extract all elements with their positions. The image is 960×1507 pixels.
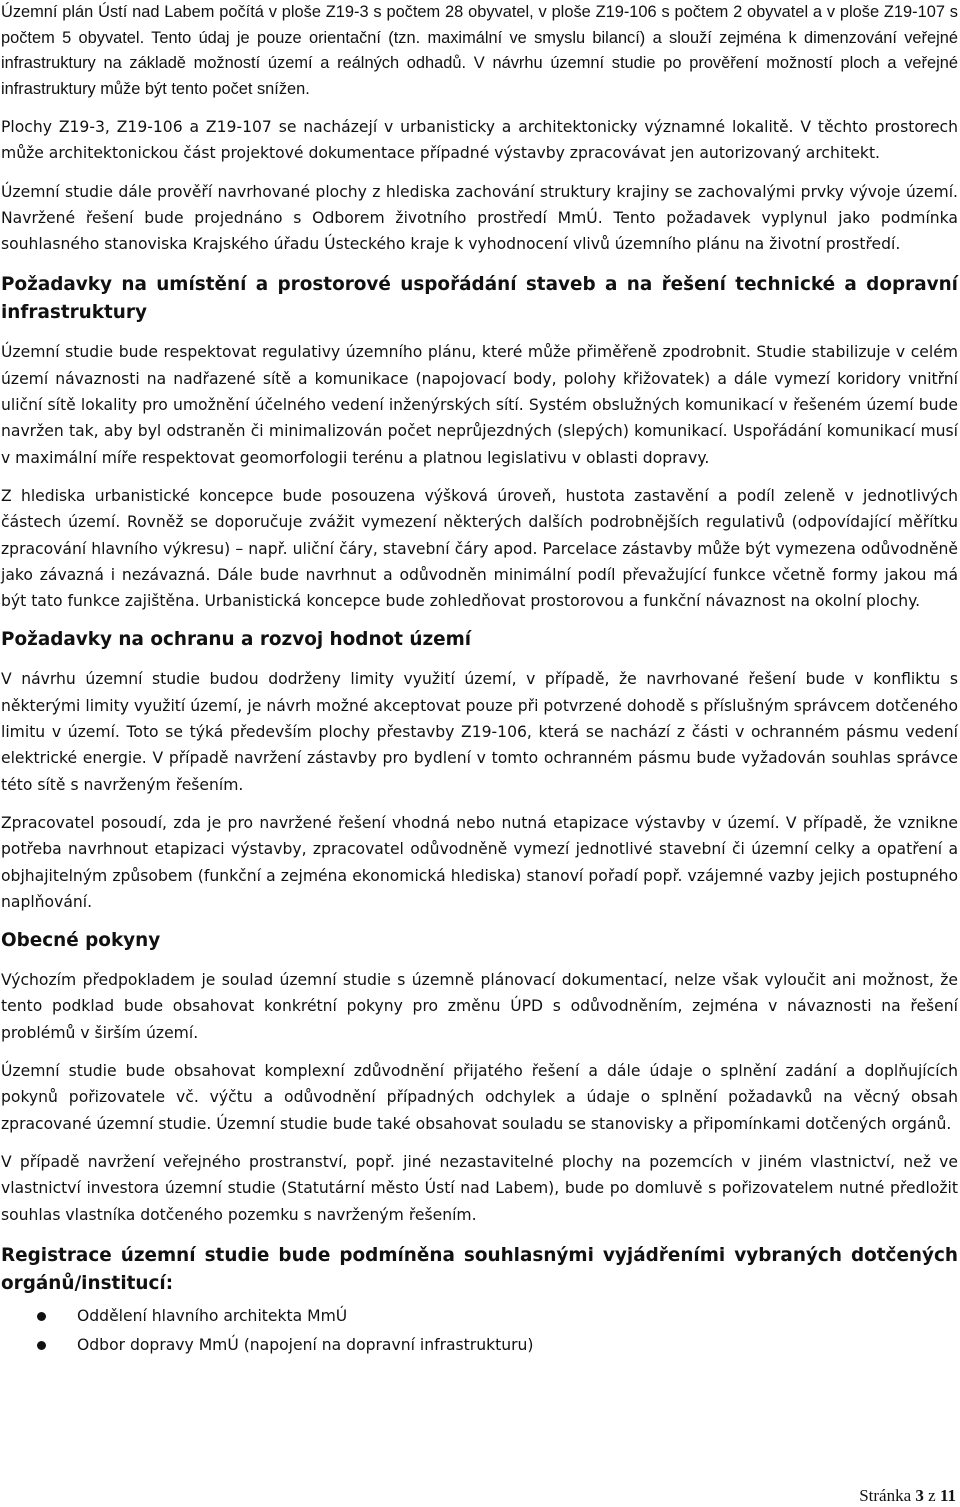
protection-paragraph-2: Zpracovatel posoudí, zda je pro navržené řešení vhodná nebo nutná etapizace výstavby v území. V případě, že vznikne potřeba navrhnout etapizaci výstavby, zpracovatel odůvodněně vymezí jednotlivé stavební či územní celky a opatření a objhajitelným způsobem (funkční a zejména ekonomická hlediska) stanoví pořadí popř. vzájemné vazby jejich postupného naplňování. [1, 813, 958, 911]
general-paragraph-2: Územní studie bude obsahovat komplexní zdůvodnění přijatého řešení a dále údaje o splnění zadání a doplňujících pokynů pořizovatele vč. výčtu a odůvodnění případných odchylek a údaje o splnění požadavků na věcný obsah zpracované územní studie. Územní studie bude také obsahovat souladu se stanovisky a připomínkami dotčených orgánů. [1, 1062, 958, 1133]
section-heading-general: Obecné pokyny [1, 930, 161, 952]
protection-paragraph-1: V návrhu územní studie budou dodrženy limity využití území, v případě, že navrhované řešení bude v konfliktu s některými limity využití území, je návrh možné akceptovat pouze při potvrzené dohodě s příslušným správcem dotčeného limitu v území. Toto se týká především plochy přestavby Z19-106, která se nachází z části v ochranném pásmu vedení elektrické energie. V případě navržení zástavby pro bydlení v tomto ochranném pásmu bude vyžadován souhlas správce této sítě s navrženým řešením. [1, 670, 958, 794]
list-item [77, 1302, 958, 1331]
section-heading-protection: Požadavky na ochranu a rozvoj hodnot území [1, 629, 472, 651]
page-footer [859, 1486, 956, 1506]
section-heading-registration: Registrace územní studie bude podmíněna souhlasnými vyjádřeními vybraných dotčených orgánů/institucí: [1, 1244, 958, 1294]
page-label: Stránka [859, 1486, 912, 1505]
bullet-icon [37, 1341, 46, 1350]
general-paragraph-1: Výchozím předpokladem je soulad územní studie s územně plánovací dokumentací, nelze však vyloučit ani možnost, že tento podklad bude obsahovat konkrétní pokyny pro změnu ÚPD s odůvodněním, zejména v návaznosti na řešení problémů v širším území. [1, 971, 958, 1042]
list-item-text: Oddělení hlavního architekta MmÚ [77, 1306, 348, 1325]
list-item-text: Odbor dopravy MmÚ (napojení na dopravní infrastrukturu) [77, 1335, 534, 1354]
general-paragraph-3: V případě navržení veřejného prostranství, popř. jiné nezastavitelné plochy na pozemcích v jiném vlastnictví, než ve vlastnictví investora územní studie (Statutární město Ústí nad Labem), bude po domluvě s pořizovatelem nutné předložit souhlas vlastníka dotčeného pozemku s navrženým řešením. [1, 1152, 958, 1224]
placement-paragraph-1: Územní studie bude respektovat regulativy územního plánu, které může přiměřeně zpodrobnit. Studie stabilizuje v celém území návaznosti na nadřazené sítě a komunikace (napojovací body, polohy křižovatek) a dále vymezí koridory vnitřní uliční sítě lokality pro umožnění účelného vedení inženýrských sítí. Systém obslužných komunikací v řešeném území bude navržen tak, aby byl odstraněn či minimalizován počet neprůjezdných (slepých) komunikací. Uspořádání komunikací musí v maximální míře respektovat geomorfologii terénu a platnou legislativu v oblasti dopravy. [1, 343, 958, 467]
page-of-label: z [928, 1486, 936, 1505]
bullet-icon [37, 1312, 46, 1321]
registration-list [1, 1302, 958, 1360]
intro-paragraph-1: Územní plán Ústí nad Labem počítá v ploše Z19-3 s počtem 28 obyvatel, v ploše Z19-106 s počtem 2 obyvatel a v ploše Z19-107 s počtem 5 obyvatel. Tento údaj je pouze orientační (tzn. maximální ve smyslu bilancí) a slouží zejména k dimenzování veřejné infrastruktury na základě možností území a reálných odhadů. V návrhu územní studie po prověření možností ploch a veřejné infrastruktury může být tento počet snížen. [1, 3, 958, 98]
intro-paragraph-3: Územní studie dále prověří navrhované plochy z hlediska zachování struktury krajiny se zachovalými prvky vývoje území. Navržené řešení bude projednáno s Odborem životního prostředí MmÚ. Tento požadavek vyplynul jako podmínka souhlasného stanoviska Krajského úřadu Ústeckého kraje k vyhodnocení vlivů územního plánu na životní prostředí. [1, 182, 958, 254]
current-page-number: 3 [915, 1486, 924, 1505]
total-pages-number: 11 [939, 1486, 956, 1505]
section-heading-placement: Požadavky na umístění a prostorové uspořádání staveb a na řešení technické a dopravní infrastruktury [1, 274, 958, 324]
placement-paragraph-2: Z hlediska urbanistické koncepce bude posouzena výšková úroveň, hustota zastavění a podíl zeleně v jednotlivých částech území. Rovněž se doporučuje zvážit vymezení některých dalších podrobnějších regulativů (odpovídající měřítku zpracování hlavního výkresu) – např. uliční čáry, stavební čáry apod. Parcelace zástavby může být vymezena odůvodněně jako závazná i nezávazná. Dále bude navrhnut a odůvodněn minimální podíl převažující funkce včetně formy jakou má být tato funkce zajištěna. Urbanistická koncepce bude zohledňovat prostorovou a funkční návaznost na okolní plochy. [1, 486, 958, 611]
list-item [77, 1331, 958, 1360]
intro-paragraph-2: Plochy Z19-3, Z19-106 a Z19-107 se nacházejí v urbanisticky a architektonicky významné lokalitě. V těchto prostorech může architektonickou část projektové dokumentace případné výstavby zpracovávat jen autorizovaný architekt. [1, 118, 958, 163]
